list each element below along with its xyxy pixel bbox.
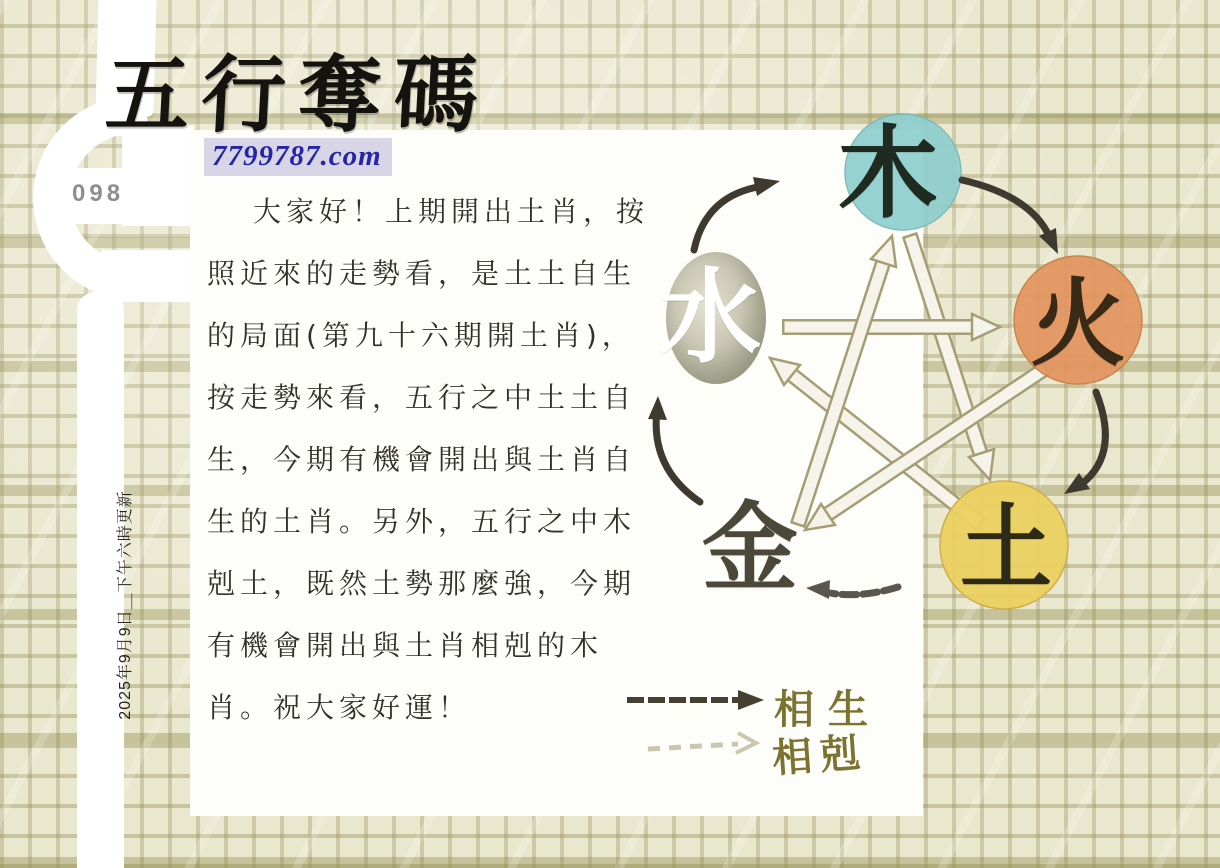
sheng-arrow-water-wood	[694, 177, 780, 250]
sheng-arrow-earth-metal	[806, 580, 898, 599]
site-url: 7799787.com	[204, 138, 392, 176]
legend-sheng-label: 相生	[774, 686, 882, 733]
sheng-arrow-metal-water	[648, 396, 700, 502]
water-label: 水	[659, 258, 761, 378]
fire-label: 火	[1030, 268, 1126, 380]
legend-ke-label: 相剋	[770, 728, 870, 783]
wood-label: 木	[838, 114, 938, 232]
legend-ke-arrow-icon	[648, 733, 756, 753]
article-line: 剋土，既然土勢那麼強，今期	[207, 567, 637, 600]
update-date-note: 2025年9月9日＿下午六時更新	[117, 490, 134, 720]
metal-label: 金	[702, 491, 798, 604]
article-text	[207, 181, 650, 739]
article-line: 照近來的走勢看，是土土自生	[207, 257, 637, 290]
page-title: 五行奪碼	[103, 45, 493, 144]
earth-label: 土	[959, 494, 1053, 602]
article-line: 生，今期有機會開出與土肖自	[207, 443, 637, 476]
legend-sheng-arrow-icon	[627, 690, 764, 710]
article-line: 按走勢來看，五行之中土土自	[207, 381, 637, 414]
article-line: 的局面(第九十六期開土肖)，	[207, 319, 635, 352]
article-line: 大家好！上期開出土肖，按	[253, 195, 650, 228]
issue-number: 098	[72, 180, 125, 207]
sheng-arrow-fire-earth	[1064, 392, 1105, 494]
article-line: 肖。祝大家好運！	[207, 691, 472, 724]
ke-arrow-water-fire	[790, 314, 1000, 340]
article-line: 生的土肖。另外，五行之中木	[207, 505, 637, 538]
sheng-arrow-wood-fire	[962, 180, 1058, 254]
article-line: 有機會開出與土肖相剋的木	[207, 629, 604, 662]
